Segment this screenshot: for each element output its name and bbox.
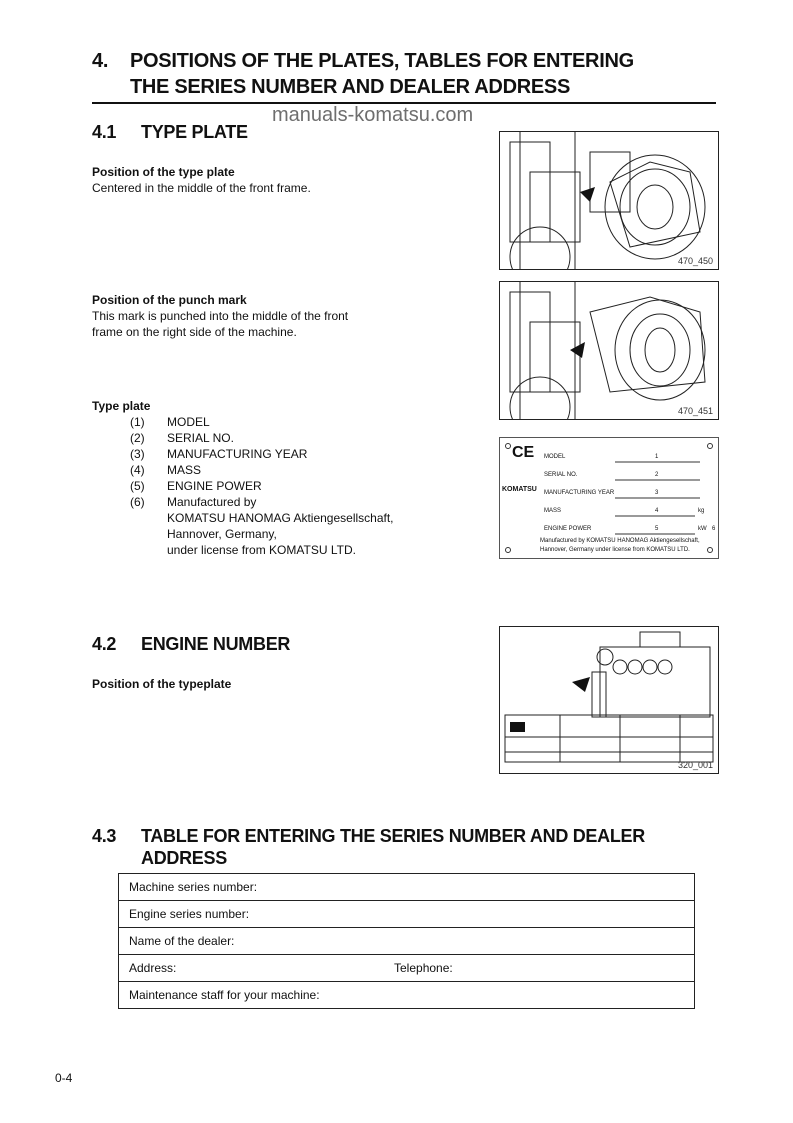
punch-mark-text-1: This mark is punched into the middle of the front [92, 309, 349, 323]
callout: 5 [655, 526, 659, 532]
dealer-name-field[interactable]: Name of the dealer: [119, 928, 695, 955]
type-plate-position-heading: Position of the type plate [92, 165, 235, 179]
item-number: (4) [130, 463, 145, 477]
engine-drawing [500, 627, 718, 773]
machine-series-number-field[interactable]: Machine series number: [119, 874, 695, 901]
telephone-field[interactable]: Telephone: [384, 955, 695, 982]
list-item [0, 414, 400, 430]
section-title-table-line1: TABLE FOR ENTERING THE SERIES NUMBER AND DEALER [141, 826, 645, 846]
figure-caption: 470_451 [677, 406, 713, 416]
callout: 2 [655, 472, 659, 478]
plate-field: MANUFACTURING YEAR [544, 490, 615, 496]
arrow-icon [580, 187, 595, 202]
item-label: Manufactured by [167, 495, 257, 509]
arrow-icon [572, 677, 590, 692]
list-item [0, 478, 400, 494]
figure-caption: 470_450 [677, 256, 713, 266]
item-label: MASS [167, 463, 202, 477]
section-number-4-2: 4.2 [92, 634, 117, 654]
callout: 6 [712, 526, 716, 532]
list-item [0, 430, 400, 446]
plate-lines [500, 438, 718, 558]
chapter-title-line2: THE SERIES NUMBER AND DEALER ADDRESS [130, 76, 570, 98]
item-label: ENGINE POWER [167, 479, 262, 493]
punch-mark-heading: Position of the punch mark [92, 293, 247, 307]
list-item [0, 462, 400, 478]
type-plate-location-figure [499, 131, 719, 270]
ce-mark: CE [512, 444, 535, 461]
engine-typeplate-heading: Position of the typeplate [92, 677, 232, 691]
punch-mark-text-2: frame on the right side of the machine. [92, 325, 297, 339]
plate-field: MODEL [544, 454, 566, 460]
section-number-4-1: 4.1 [92, 122, 117, 142]
manufacturer-line: Hannover, Germany, [167, 527, 277, 541]
page-number: 0-4 [55, 1071, 73, 1085]
unit: kW [698, 526, 707, 532]
plate-footer: Hannover, Germany under license from KOMATSU LTD. [540, 547, 690, 553]
plate-field: ENGINE POWER [544, 526, 592, 532]
plate-field: MASS [544, 508, 562, 514]
item-number: (6) [130, 495, 145, 509]
chapter-title-line1: POSITIONS OF THE PLATES, TABLES FOR ENTERING [130, 50, 634, 72]
type-plate-position-text: Centered in the middle of the front frame. [92, 181, 311, 195]
maintenance-staff-field[interactable]: Maintenance staff for your machine: [119, 982, 695, 1009]
engine-typeplate-figure [499, 626, 719, 774]
watermark: manuals-komatsu.com [272, 104, 474, 126]
section-title-engine-number: ENGINE NUMBER [141, 634, 291, 654]
plate-footer: Manufactured by KOMATSU HANOMAG Aktiengesellschaft, [540, 538, 700, 544]
plate-field: SERIAL NO. [544, 472, 578, 478]
unit: kg [698, 508, 705, 514]
section-title-table-line2: ADDRESS [141, 848, 227, 868]
section-number-4-3: 4.3 [92, 826, 117, 846]
item-label: MANUFACTURING YEAR [167, 447, 308, 461]
item-number: (5) [130, 479, 145, 493]
callout: 1 [655, 454, 659, 460]
address-field[interactable]: Address: [119, 955, 385, 982]
type-plate-list-heading: Type plate [92, 399, 151, 413]
item-number: (2) [130, 431, 145, 445]
manufacturer-line: under license from KOMATSU LTD. [167, 543, 356, 557]
type-plate-figure [499, 437, 719, 559]
callout: 3 [655, 490, 659, 496]
item-number: (3) [130, 447, 145, 461]
arrow-icon [570, 342, 585, 358]
machine-right-side-drawing [500, 282, 718, 419]
figure-caption: 320_001 [677, 760, 713, 770]
cummins-logo [510, 722, 525, 732]
punch-mark-location-figure [499, 281, 719, 420]
komatsu-logo: KOMATSU [502, 486, 537, 493]
item-label: SERIAL NO. [167, 431, 234, 445]
manufacturer-line: KOMATSU HANOMAG Aktiengesellschaft, [167, 511, 394, 525]
list-item [0, 446, 400, 462]
item-label: MODEL [167, 415, 210, 429]
section-title-type-plate: TYPE PLATE [141, 122, 248, 142]
chapter-number: 4. [92, 50, 109, 72]
machine-front-frame-drawing [500, 132, 718, 269]
list-item [0, 494, 400, 510]
callout: 4 [655, 508, 659, 514]
item-number: (1) [130, 415, 145, 429]
engine-series-number-field[interactable]: Engine series number: [119, 901, 695, 928]
series-dealer-table [118, 873, 695, 1009]
